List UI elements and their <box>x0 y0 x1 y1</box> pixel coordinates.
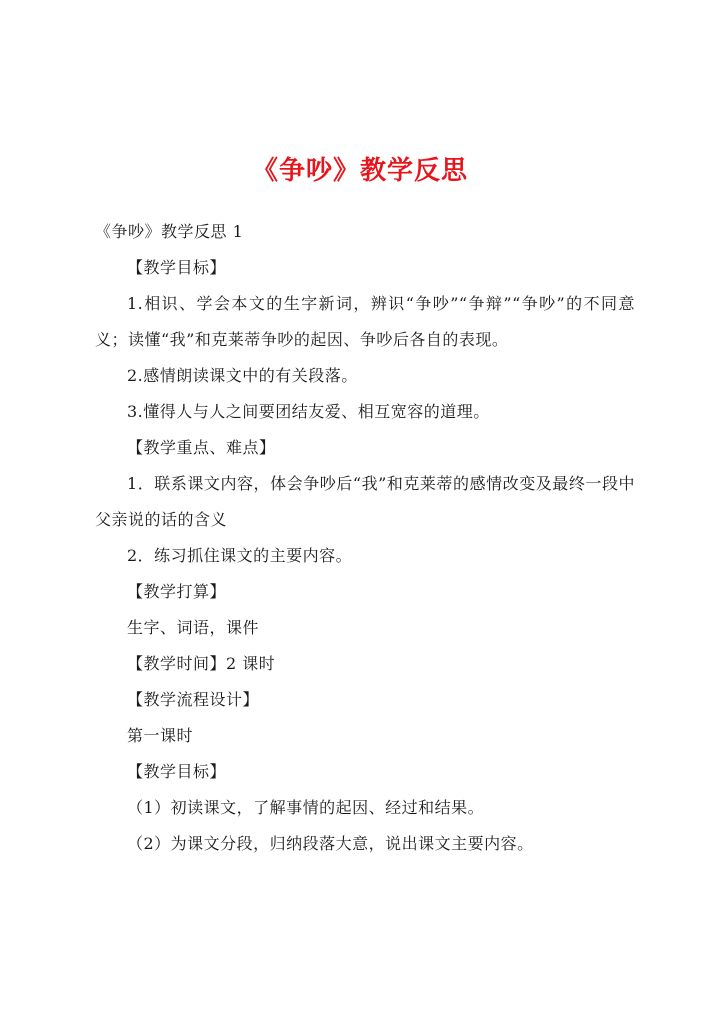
paragraph: 3.懂得人与人之间要团结友爱、相互宽容的道理。 <box>127 402 490 421</box>
paragraph: 1.相识、学会本文的生字新词，辨识“争吵”“争辩”“争吵”的不同意义；读懂“我”和克莱蒂争吵的起因、争吵后各自的表现。 <box>95 294 635 349</box>
paragraph: 2.感情朗读课文中的有关段落。 <box>127 366 358 385</box>
document-title: 《争吵》教学反思 <box>251 156 468 186</box>
paragraph: 2．练习抓住课文的主要内容。 <box>127 546 353 565</box>
paragraph: 【教学时间】2 课时 <box>127 654 276 673</box>
paragraph: （1）初读课文，了解事情的起因、经过和结果。 <box>127 798 485 817</box>
paragraph: 第一课时 <box>127 726 194 745</box>
paragraph: 【教学重点、难点】 <box>127 438 276 457</box>
document-body <box>95 214 635 862</box>
paragraph: 【教学打算】 <box>127 582 227 601</box>
paragraph: 【教学目标】 <box>127 258 227 277</box>
paragraph: 生字、词语，课件 <box>127 618 260 637</box>
paragraph: （2）为课文分段，归纳段落大意，说出课文主要内容。 <box>127 834 534 853</box>
section-heading: 《争吵》教学反思 1 <box>95 222 244 241</box>
paragraph: 【教学流程设计】 <box>127 690 260 709</box>
paragraph: 【教学目标】 <box>127 762 227 781</box>
paragraph: 1．联系课文内容，体会争吵后“我”和克莱蒂的感情改变及最终一段中父亲说的话的含义 <box>95 474 635 529</box>
